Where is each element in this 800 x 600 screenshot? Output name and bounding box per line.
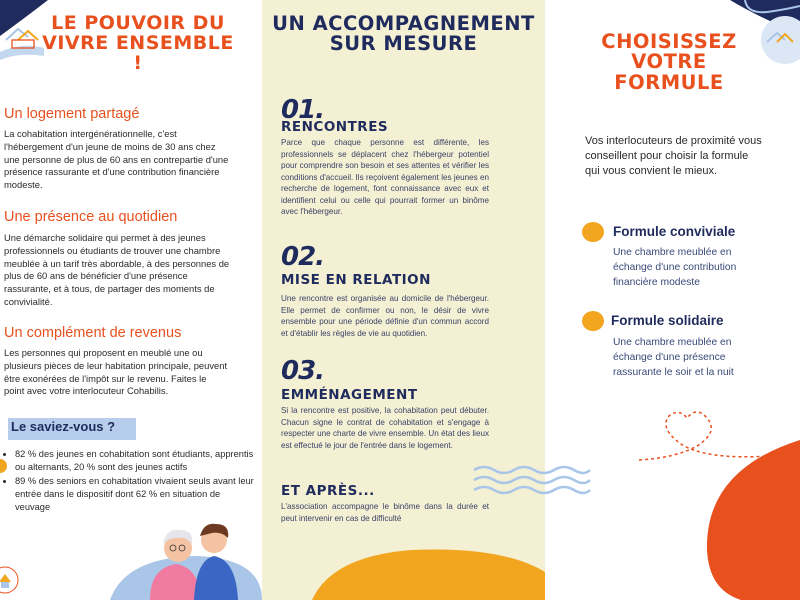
- after-title: ET APRÈS...: [281, 483, 375, 499]
- stat-item: • 82 % des jeunes en cohabitation sont étudiants, apprentis ou alternants, 20 % sont des jeunes actifs: [15, 448, 255, 473]
- section-heading-revenus: Un complément de revenus: [4, 325, 182, 341]
- right-panel: [545, 0, 800, 600]
- step-title-3: EMMÉNAGEMENT: [281, 387, 418, 403]
- right-title: CHOISISSEZ VOTRE FORMULE: [601, 30, 737, 94]
- stats-list: [0, 448, 255, 513]
- step-text-1: Parce que chaque personne est différente, les professionnels se déplacent chez l'hébergeur potentiel pour comprendre son besoin et ses attentes et vérifier les conditions d'accueil. Ils reçoivent également les jeunes en recherche de logement, font connaissance avec eux et identifient celui ou celle qui pourrait former un binôme avec l'hébergeur.: [281, 138, 489, 217]
- formula-name-conviviale: Formule conviviale: [613, 224, 736, 239]
- step-text-2: Une rencontre est organisée au domicile de l'hébergeur. Elle permet de confirmer ou non, le désir de vivre ensemble pour une période définie d'un commun accord et d'établir les règles de vie au quotidien.: [281, 294, 489, 338]
- stat-item: • 89 % des seniors en cohabitation vivaient seuls avant leur entrée dans le dispositif dont 62 % en situation de veuvage: [15, 475, 255, 513]
- house-logo-icon: [765, 28, 800, 52]
- left-title: LE POUVOIR DU VIVRE ENSEMBLE !: [42, 12, 234, 74]
- formula-text-solidaire: Une chambre meublée en échange d'une présence rassurante le soir et la nuit: [613, 337, 734, 378]
- step-number-2: 02.: [281, 242, 325, 272]
- middle-panel: [262, 0, 545, 600]
- step-title-1: RENCONTRES: [281, 119, 389, 135]
- step-text-3: Si la rencontre est positive, la cohabitation peut débuter. Chacun signe le contrat de cohabitation et s'engage à respecter une charte de vivre ensemble. Un état des lieux est effectué le jour de l'entrée dans le logement.: [281, 406, 489, 450]
- formula-text-conviviale: Une chambre meublée en échange d'une contribution financière modeste: [613, 247, 737, 288]
- formula-name-solidaire: Formule solidaire: [611, 313, 724, 328]
- house-logo-icon: [4, 24, 42, 50]
- yellow-blob-decoration: [262, 538, 545, 600]
- orange-blob-decoration: [545, 430, 800, 600]
- orange-dot-icon: [581, 221, 605, 243]
- step-number-3: 03.: [281, 356, 325, 386]
- right-intro: Vos interlocuteurs de proximité vous conseillent pour choisir la formule qui vous convient le mieux.: [585, 135, 762, 178]
- left-panel: [0, 0, 262, 600]
- middle-title: UN ACCOMPAGNEMENT SUR MESURE: [272, 12, 535, 56]
- section-heading-logement: Un logement partagé: [4, 106, 140, 122]
- section-text-presence: Une démarche solidaire qui permet à des jeunes professionnels ou étudiants de trouver une chambre meublée à un tarif très abordable, à des personnes de plus de 60 ans de bénéficier d'une présence rassurante, et à tous, de partager des moments de convivialité.: [4, 232, 230, 307]
- after-text: L'association accompagne le binôme dans la durée et peut intervenir en cas de difficulté: [281, 502, 489, 523]
- illustration-area: [0, 520, 262, 600]
- orange-dot-icon: [581, 310, 605, 332]
- section-text-revenus: Les personnes qui proposent en meublé une ou plusieurs pièces de leur habitation principale, peuvent être exonérées de l'impôt sur le revenu. Faites le point avec votre interlocuteur Cohabilis.: [4, 347, 228, 397]
- section-heading-presence: Une présence au quotidien: [4, 209, 178, 225]
- section-text-logement: La cohabitation intergénérationnelle, c'est l'hébergement d'un jeune de moins de 30 ans chez une personne de plus de 60 ans en contrepartie d'une présence rassurante et d'une contribution financière modeste.: [4, 128, 229, 191]
- saviez-title: Le saviez-vous ?: [11, 419, 116, 434]
- step-number-1: 01.: [281, 95, 325, 125]
- step-title-2: MISE EN RELATION: [281, 272, 431, 288]
